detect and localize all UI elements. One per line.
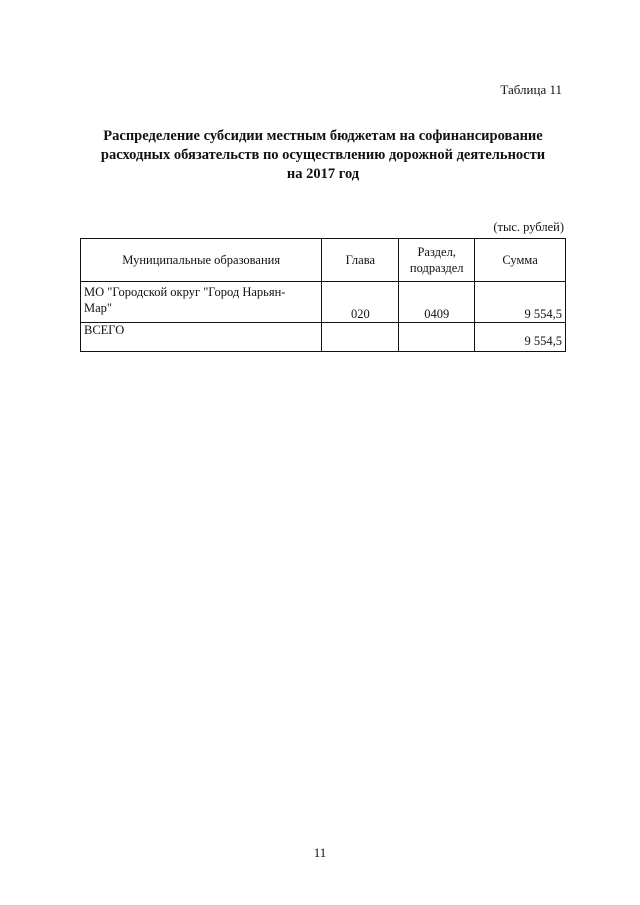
total-row <box>81 323 566 352</box>
document-title <box>80 127 566 184</box>
municipality-line-1: МО "Городской округ "Город Нарьян- <box>84 285 286 299</box>
cell-municipality <box>81 282 322 323</box>
total-amount: 9 554,5 <box>475 323 566 352</box>
title-line-1: Распределение субсидии местным бюджетам на софинансирование <box>103 128 543 144</box>
title-line-2: расходных обязательств по осуществлению дорожной деятельности <box>100 147 546 163</box>
table-number-label: Таблица 11 <box>500 82 562 97</box>
header-section-line-1: Раздел, <box>417 245 456 259</box>
table-header-row <box>81 239 566 282</box>
page-number: 11 <box>313 845 327 860</box>
header-section <box>399 239 475 282</box>
header-municipality: Муниципальные образования <box>81 239 322 282</box>
title-line-3: на 2017 год <box>286 166 360 182</box>
header-section-line-2: подраздел <box>409 261 464 275</box>
units-label: (тыс. рублей) <box>493 220 564 234</box>
total-label: ВСЕГО <box>81 323 322 352</box>
total-section-empty <box>399 323 475 352</box>
subsidy-table <box>80 238 566 352</box>
cell-amount: 9 554,5 <box>475 282 566 323</box>
total-chapter-empty <box>322 323 399 352</box>
municipality-line-2: Мар" <box>84 301 113 315</box>
table-row <box>81 282 566 323</box>
cell-section: 0409 <box>399 282 475 323</box>
cell-chapter: 020 <box>322 282 399 323</box>
header-amount: Сумма <box>475 239 566 282</box>
header-chapter: Глава <box>322 239 399 282</box>
